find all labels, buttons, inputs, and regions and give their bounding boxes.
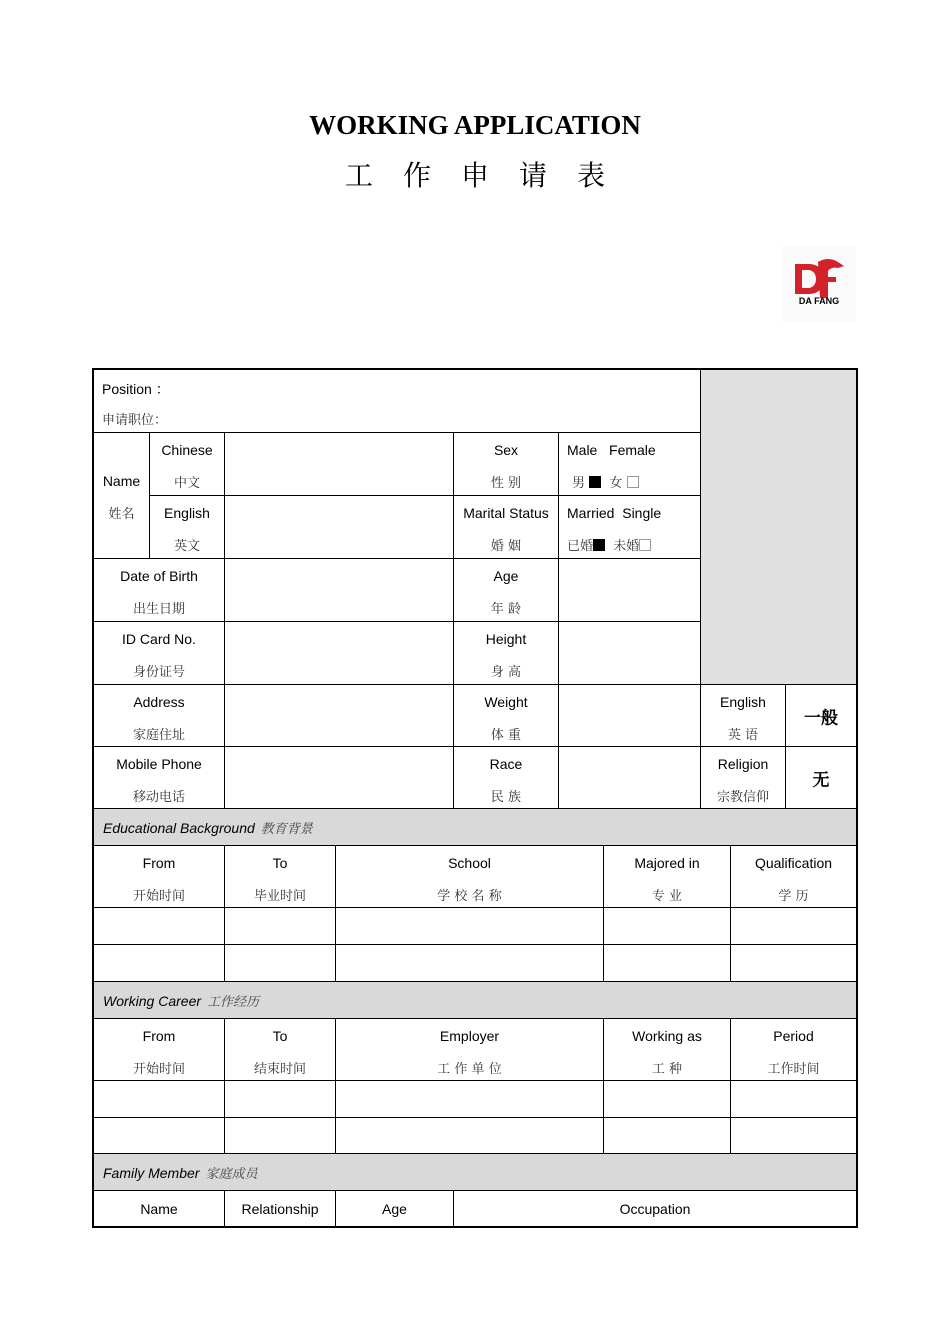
title-chinese: 工作申请表 (344, 160, 635, 191)
education-header-zh: 学 历 (778, 889, 809, 904)
career-header-zh: 工 作 单 位 (437, 1062, 502, 1077)
career-header-cell (224, 1018, 336, 1081)
english-level-label-zh: 英 语 (727, 728, 759, 743)
marital-field (558, 495, 701, 559)
career-header-zh: 开始时间 (132, 1062, 185, 1077)
education-entry-cell[interactable] (335, 944, 604, 982)
career-header-en: Working as (632, 1028, 702, 1044)
marital-label-zh: 婚 姻 (490, 539, 522, 554)
family-header-age (335, 1190, 454, 1228)
english-name-input[interactable] (224, 495, 454, 559)
career-entry-cell[interactable] (603, 1080, 731, 1118)
male-label: 男 (572, 476, 586, 491)
name-label: Name (102, 473, 141, 489)
race-label-cell (453, 746, 559, 809)
education-header-zh: 毕业时间 (253, 889, 306, 904)
career-header-cell (603, 1018, 731, 1081)
education-header-en: From (142, 855, 176, 871)
career-entry-cell[interactable] (730, 1117, 857, 1155)
english-label-zh: 英文 (173, 539, 200, 554)
female-label: 女 (609, 476, 623, 491)
height-label-zh: 身 高 (490, 665, 522, 680)
career-header-zh: 结束时间 (253, 1062, 306, 1077)
mobile-label-cell (93, 746, 225, 809)
dob-label-zh: 出生日期 (132, 602, 185, 617)
career-header-en: To (272, 1028, 288, 1044)
education-header-zh: 专 业 (651, 889, 683, 904)
mobile-label: Mobile Phone (116, 756, 202, 772)
age-label-zh: 年 龄 (490, 602, 522, 617)
family-title-zh: 家庭成员 (205, 1167, 258, 1182)
family-header-text: Occupation (619, 1201, 691, 1217)
sex-label-zh: 性 别 (490, 476, 522, 491)
chinese-label-zh: 中文 (173, 476, 200, 491)
education-header-en: School (448, 855, 491, 871)
religion-label: Religion (717, 756, 769, 772)
dob-label-cell (93, 558, 225, 622)
family-header-occupation (453, 1190, 857, 1228)
education-header-cell (93, 845, 225, 908)
family-header-name (93, 1190, 225, 1228)
education-header-cell (603, 845, 731, 908)
sex-label-cell (453, 432, 559, 496)
education-entry-cell[interactable] (224, 944, 336, 982)
education-entry-cell[interactable] (93, 944, 225, 982)
mobile-label-zh: 移动电话 (132, 790, 185, 805)
race-input[interactable] (558, 746, 701, 809)
sex-field (558, 432, 701, 496)
dafang-logo (782, 246, 856, 322)
education-entry-cell[interactable] (730, 907, 857, 945)
religion-field[interactable] (785, 746, 857, 809)
race-label: Race (489, 756, 523, 772)
marital-options: Married Single (567, 505, 662, 521)
education-entry-cell[interactable] (335, 907, 604, 945)
position-label-zh: 申请职位： (102, 413, 168, 428)
male-checkbox[interactable] (589, 476, 601, 488)
education-header-en: Qualification (754, 855, 833, 871)
id-label-cell (93, 621, 225, 685)
married-checkbox[interactable] (593, 539, 605, 551)
education-section-header (93, 808, 857, 846)
career-section-header (93, 981, 857, 1019)
weight-label-zh: 体 重 (490, 728, 522, 743)
english-level-label-cell (700, 684, 786, 747)
weight-label-cell (453, 684, 559, 747)
career-header-en: Employer (439, 1028, 500, 1044)
english-label: English (164, 505, 210, 521)
photo-area[interactable] (700, 369, 857, 685)
english-level-label: English (720, 694, 766, 710)
position-label: Position ： (102, 381, 170, 397)
height-label: Height (485, 631, 527, 647)
career-entry-cell[interactable] (93, 1080, 225, 1118)
career-header-zh: 工 种 (651, 1062, 683, 1077)
family-header-text: Age (382, 1201, 407, 1217)
title-english: WORKING APPLICATION (309, 110, 641, 140)
sex-label: Sex (493, 442, 519, 458)
career-entry-cell[interactable] (93, 1117, 225, 1155)
marital-label: Marital Status (463, 505, 549, 521)
address-label-zh: 家庭住址 (132, 728, 185, 743)
career-header-cell (93, 1018, 225, 1081)
single-checkbox[interactable] (639, 539, 651, 551)
address-input[interactable] (224, 684, 454, 747)
career-header-en: Period (773, 1028, 814, 1044)
english-level-value: 一般 (804, 708, 838, 728)
mobile-input[interactable] (224, 746, 454, 809)
id-label-zh: 身份证号 (132, 665, 185, 680)
career-entry-cell[interactable] (335, 1117, 604, 1155)
career-header-cell (730, 1018, 857, 1081)
education-entry-cell[interactable] (93, 907, 225, 945)
education-entry-cell[interactable] (730, 944, 857, 982)
career-title: Working Career (103, 993, 202, 1009)
id-input[interactable] (224, 621, 454, 685)
religion-label-zh: 宗教信仰 (716, 790, 769, 805)
education-header-cell (335, 845, 604, 908)
id-label: ID Card No. (122, 631, 196, 647)
english-level-field[interactable] (785, 684, 857, 747)
education-header-en: Majored in (634, 855, 700, 871)
religion-label-cell (700, 746, 786, 809)
height-input[interactable] (558, 621, 701, 685)
single-label: 未婚 (613, 539, 640, 554)
education-header-zh: 开始时间 (132, 889, 185, 904)
career-entry-cell[interactable] (335, 1080, 604, 1118)
address-label-cell (93, 684, 225, 747)
name-label-cell (93, 432, 150, 559)
career-header-en: From (142, 1028, 176, 1044)
chinese-label: Chinese (161, 442, 213, 458)
career-entry-cell[interactable] (603, 1117, 731, 1155)
career-header-cell (335, 1018, 604, 1081)
name-label-zh: 姓名 (108, 507, 135, 522)
svg-text:DA FANG: DA FANG (798, 296, 840, 306)
weight-input[interactable] (558, 684, 701, 747)
married-label: 已婚 (567, 539, 594, 554)
education-title: Educational Background (103, 820, 255, 836)
career-entry-cell[interactable] (224, 1117, 336, 1155)
height-label-cell (453, 621, 559, 685)
education-entry-cell[interactable] (603, 944, 731, 982)
race-label-zh: 民 族 (490, 790, 522, 805)
education-header-cell (730, 845, 857, 908)
dob-input[interactable] (224, 558, 454, 622)
age-label: Age (493, 568, 519, 584)
family-header-text: Relationship (241, 1201, 319, 1217)
sex-options: Male Female (567, 442, 656, 458)
family-title: Family Member (103, 1165, 200, 1181)
chinese-name-input[interactable] (224, 432, 454, 496)
english-name-label-cell (149, 495, 225, 559)
family-section-header (93, 1153, 857, 1191)
chinese-name-label-cell (149, 432, 225, 496)
education-header-en: To (272, 855, 288, 871)
education-entry-cell[interactable] (224, 907, 336, 945)
dob-label: Date of Birth (120, 568, 198, 584)
female-checkbox[interactable] (627, 476, 639, 488)
family-header-relationship (224, 1190, 336, 1228)
career-title-zh: 工作经历 (207, 995, 260, 1010)
religion-value: 无 (812, 770, 830, 790)
address-label: Address (133, 694, 185, 710)
family-header-text: Name (140, 1201, 178, 1217)
marital-label-cell (453, 495, 559, 559)
career-entry-cell[interactable] (224, 1080, 336, 1118)
weight-label: Weight (484, 694, 528, 710)
position-field[interactable] (93, 369, 701, 433)
age-input[interactable] (558, 558, 701, 622)
education-header-cell (224, 845, 336, 908)
education-entry-cell[interactable] (603, 907, 731, 945)
education-header-zh: 学 校 名 称 (437, 889, 502, 904)
age-label-cell (453, 558, 559, 622)
career-entry-cell[interactable] (730, 1080, 857, 1118)
education-title-zh: 教育背景 (260, 822, 313, 837)
career-header-zh: 工作时间 (767, 1062, 820, 1077)
